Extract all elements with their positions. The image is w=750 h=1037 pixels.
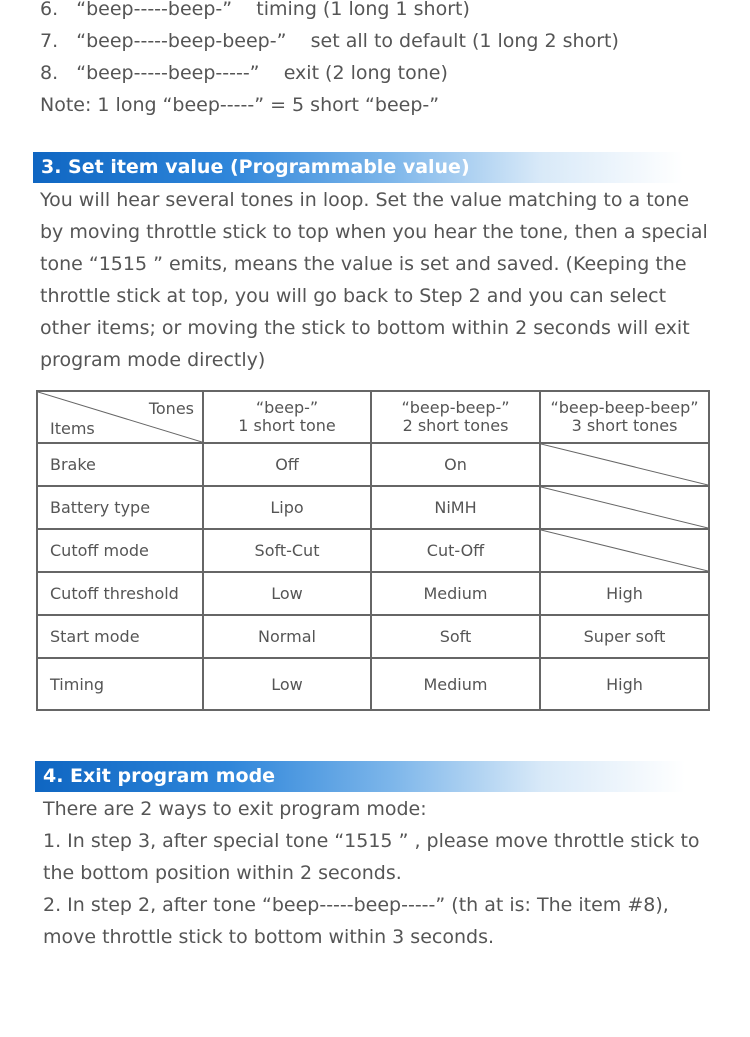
value-cell: Low	[203, 658, 371, 710]
list-number: 7.	[40, 30, 59, 52]
list-text: exit (2 long tone)	[283, 62, 448, 84]
paragraph-line: 2. In step 2, after tone “beep-----beep-----” (th at is: The item #8),	[43, 894, 669, 916]
table-header-row	[37, 391, 709, 443]
paragraph-line: other items; or moving the stick to bottom within 2 seconds will exit	[40, 317, 690, 339]
value-cell: High	[540, 658, 709, 710]
diagonal-line	[541, 530, 708, 571]
item-cell: Cutoff mode	[37, 529, 203, 572]
empty-cell	[540, 443, 709, 486]
header-tone: “beep-”	[255, 398, 319, 417]
paragraph-line: tone “1515 ” emits, means the value is set and saved. (Keeping the	[40, 253, 687, 275]
corner-items-label: Items	[50, 419, 95, 438]
value-cell: Lipo	[203, 486, 371, 529]
header-tone: “beep-beep-beep”	[550, 398, 699, 417]
paragraph-line: throttle stick at top, you will go back to Step 2 and you can select	[40, 285, 667, 307]
section-3-heading: 3. Set item value (Programmable value)	[33, 152, 683, 183]
value-cell: On	[371, 443, 540, 486]
value-cell: Low	[203, 572, 371, 615]
list-number: 8.	[40, 62, 59, 84]
paragraph-line: by moving throttle stick to top when you hear the tone, then a special	[40, 221, 708, 243]
table-row	[37, 486, 709, 529]
list-text: timing (1 long 1 short)	[256, 0, 470, 20]
value-cell: NiMH	[371, 486, 540, 529]
value-cell: High	[540, 572, 709, 615]
value-cell: Normal	[203, 615, 371, 658]
section-4-body	[43, 793, 700, 953]
list-number: 6.	[40, 0, 59, 20]
paragraph-line: move throttle stick to bottom within 3 seconds.	[43, 926, 495, 948]
header-tone: “beep-beep-”	[401, 398, 510, 417]
empty-cell	[540, 529, 709, 572]
list-text: set all to default (1 long 2 short)	[310, 30, 619, 52]
table-row	[37, 529, 709, 572]
paragraph-line: 1. In step 3, after special tone “1515 ” , please move throttle stick to	[43, 830, 700, 852]
item-cell: Timing	[37, 658, 203, 710]
header-desc: 2 short tones	[402, 416, 509, 435]
value-cell: Medium	[371, 572, 540, 615]
column-header	[371, 391, 540, 443]
tone-pattern: “beep-----beep-beep-”	[76, 30, 287, 52]
item-cell: Cutoff threshold	[37, 572, 203, 615]
header-desc: 3 short tones	[571, 416, 678, 435]
table-row	[37, 572, 709, 615]
tone-pattern: “beep-----beep-”	[76, 0, 233, 20]
tones-table	[36, 390, 710, 711]
list-item	[40, 0, 470, 21]
paragraph-line: You will hear several tones in loop. Set the value matching to a tone	[40, 189, 690, 211]
table-row	[37, 615, 709, 658]
list-item	[40, 61, 448, 85]
diagonal-line	[541, 487, 708, 528]
corner-tones-label: Tones	[148, 399, 194, 418]
value-cell: Super soft	[540, 615, 709, 658]
tone-pattern: “beep-----beep-----”	[76, 62, 260, 84]
diagonal-line	[541, 444, 708, 485]
table-row	[37, 658, 709, 710]
value-cell: Soft	[371, 615, 540, 658]
table-row	[37, 443, 709, 486]
value-cell: Soft-Cut	[203, 529, 371, 572]
section-4-heading: 4. Exit program mode	[35, 761, 685, 792]
empty-cell	[540, 486, 709, 529]
header-desc: 1 short tone	[238, 416, 336, 435]
column-header	[540, 391, 709, 443]
paragraph-line: the bottom position within 2 seconds.	[43, 862, 402, 884]
corner-cell	[37, 391, 203, 443]
note: Note: 1 long “beep-----” = 5 short “beep-”	[40, 94, 440, 116]
value-cell: Off	[203, 443, 371, 486]
item-cell: Start mode	[37, 615, 203, 658]
paragraph-line: program mode directly)	[40, 349, 266, 371]
paragraph-line: There are 2 ways to exit program mode:	[43, 798, 427, 820]
item-cell: Battery type	[37, 486, 203, 529]
value-cell: Medium	[371, 658, 540, 710]
value-cell: Cut-Off	[371, 529, 540, 572]
column-header	[203, 391, 371, 443]
list-item	[40, 29, 619, 53]
item-cell: Brake	[37, 443, 203, 486]
section-3-body	[40, 184, 708, 376]
